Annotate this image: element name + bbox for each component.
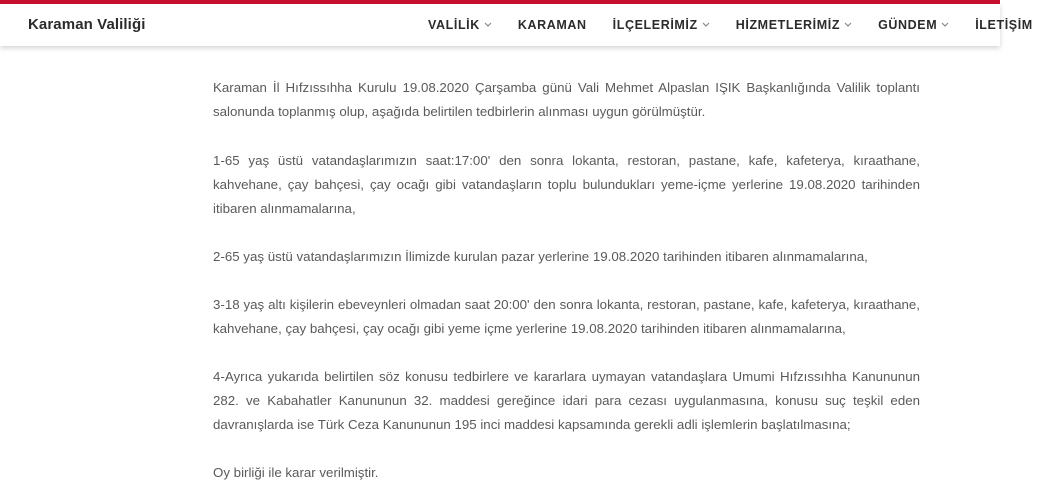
nav-item-label: İLETİŞİM [975,18,1033,32]
nav-item-label: İLÇELERİMİZ [612,18,698,32]
nav-item-ilcelerimiz[interactable] [613,18,710,32]
site-brand[interactable]: Karaman Valiliği [28,16,146,33]
chevron-down-icon [941,22,949,28]
nav-item-label: VALİLİK [428,18,480,32]
nav-item-karaman[interactable] [518,18,587,32]
article-paragraph: 3-18 yaş altı kişilerin ebeveynleri olmadan saat 20:00' den sonra lokanta, restoran, pastane, kafe, kafeterya, kıraathane, kahvehane, çay bahçesi, çay ocağı gibi yeme içme yerlerine 19.08.2020 tarihinden itibaren alınmamalarına, [213,297,920,336]
article-body [213,76,920,485]
article-paragraph: Oy birliği ile karar verilmiştir. [213,465,379,480]
nav-item-label: GÜNDEM [878,18,938,32]
chevron-down-icon [844,22,852,28]
site-header [0,4,1033,46]
article-paragraph: Karaman İl Hıfzıssıhha Kurulu 19.08.2020 Çarşamba günü Vali Mehmet Alpaslan IŞIK Başkanlığında Valilik toplantı salonunda toplanmış olup, aşağıda belirtilen tedbirlerin alınması uygun görülmüştür. [213,80,920,119]
article-paragraph: 2-65 yaş üstü vatandaşlarımızın İlimizde kurulan pazar yerlerine 19.08.2020 tarihinden itibaren alınmamalarına, [213,249,868,264]
nav-item-valilik[interactable] [428,18,492,32]
main-nav [428,4,1059,46]
chevron-down-icon [702,22,710,28]
nav-item-iletisim[interactable] [975,18,1033,32]
nav-item-hizmetlerimiz[interactable] [736,18,852,32]
nav-item-label: HİZMETLERİMİZ [735,18,841,32]
article-paragraph: 4-Ayrıca yukarıda belirtilen söz konusu tedbirlere ve kararlara uymayan vatandaşlara Umumi Hıfzıssıhha Kanununun 282. ve Kabahatler Kanununun 32. maddesi gereğince idari para cezası uygulanmasına, konusu suç teşkil eden davranışlarda ise Türk Ceza Kanununun 195 inci maddesi kapsamında gerekli adli işlemlerin başlatılmasına; [213,369,920,432]
article-paragraph: 1-65 yaş üstü vatandaşlarımızın saat:17:00' den sonra lokanta, restoran, pastane, kafe, kafeterya, kıraathane, kahvehane, çay bahçesi, çay ocağı gibi vatandaşların toplu bulundukları yeme-içme yerlerine 19.08.2020 tarihinden itibaren alınmamalarına, [213,153,920,216]
nav-item-label: KARAMAN [517,18,587,32]
nav-item-gundem[interactable] [878,18,949,32]
chevron-down-icon [484,22,492,28]
